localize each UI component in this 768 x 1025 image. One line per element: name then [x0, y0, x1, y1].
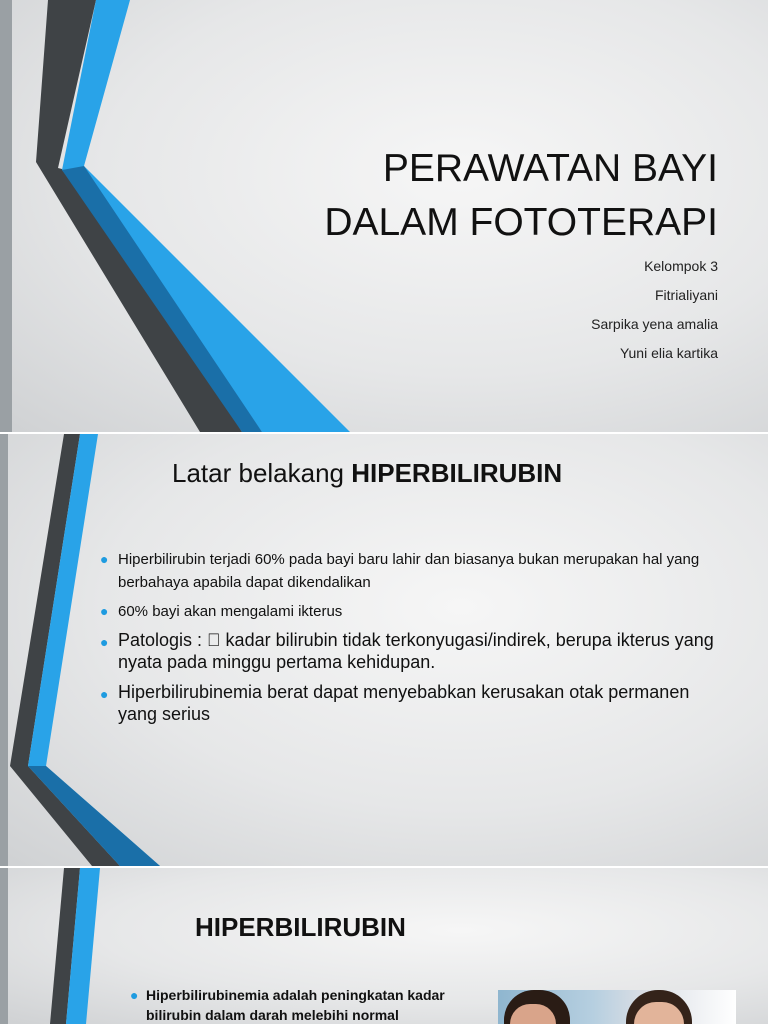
subtitle-line: Fitrialiyani — [654, 287, 718, 303]
baby-phototherapy-photo — [498, 990, 736, 1024]
slide-title — [172, 458, 562, 489]
bullet-icon: ● — [100, 634, 109, 650]
list-item — [100, 548, 720, 594]
bullet-list — [130, 985, 480, 1025]
title-bold: HIPERBILIRUBIN — [351, 458, 563, 488]
title-prefix: Latar belakang — [172, 458, 352, 488]
list-item — [100, 681, 720, 725]
title-line-1: PERAWATAN BAYI — [382, 147, 718, 190]
bullet-text: Hiperbilirubinemia adalah peningkatan kadar bilirubin dalam darah melebihi normal — [146, 987, 445, 1023]
subtitle-line: Sarpika yena amalia — [591, 316, 718, 332]
title-slide — [0, 0, 768, 432]
bullet-icon: ● — [100, 551, 109, 567]
bullet-icon: ● — [100, 686, 109, 702]
subtitle-line: Kelompok 3 — [644, 258, 718, 274]
slide-title: HIPERBILIRUBIN — [195, 912, 406, 942]
bullet-icon: ● — [100, 603, 109, 619]
bullet-text: Hiperbilirubin terjadi 60% pada bayi baru lahir dan biasanya bukan merupakan hal yang berbahaya apabila dapat dikendalikan — [118, 551, 700, 591]
list-item — [100, 629, 720, 673]
list-item — [100, 600, 720, 623]
bullet-text: 60% bayi akan mengalami ikterus — [118, 603, 343, 620]
bullet-text: Hiperbilirubinemia berat dapat menyebabkan kerusakan otak permanen yang serius — [118, 682, 690, 724]
bullet-icon: ● — [130, 987, 139, 1003]
subtitle-list — [418, 256, 718, 372]
bullet-list — [100, 548, 720, 733]
list-item — [130, 985, 480, 1025]
title-line-2: DALAM FOTOTERAPI — [324, 201, 718, 244]
subtitle-line: Yuni elia kartika — [619, 345, 718, 361]
page-title — [158, 142, 718, 250]
bullet-text: Patologis : kadar bilirubin tidak terkonyugasi/indirek, berupa ikterus yang nyata pada minggu pertama kehidupan. — [118, 630, 696, 672]
